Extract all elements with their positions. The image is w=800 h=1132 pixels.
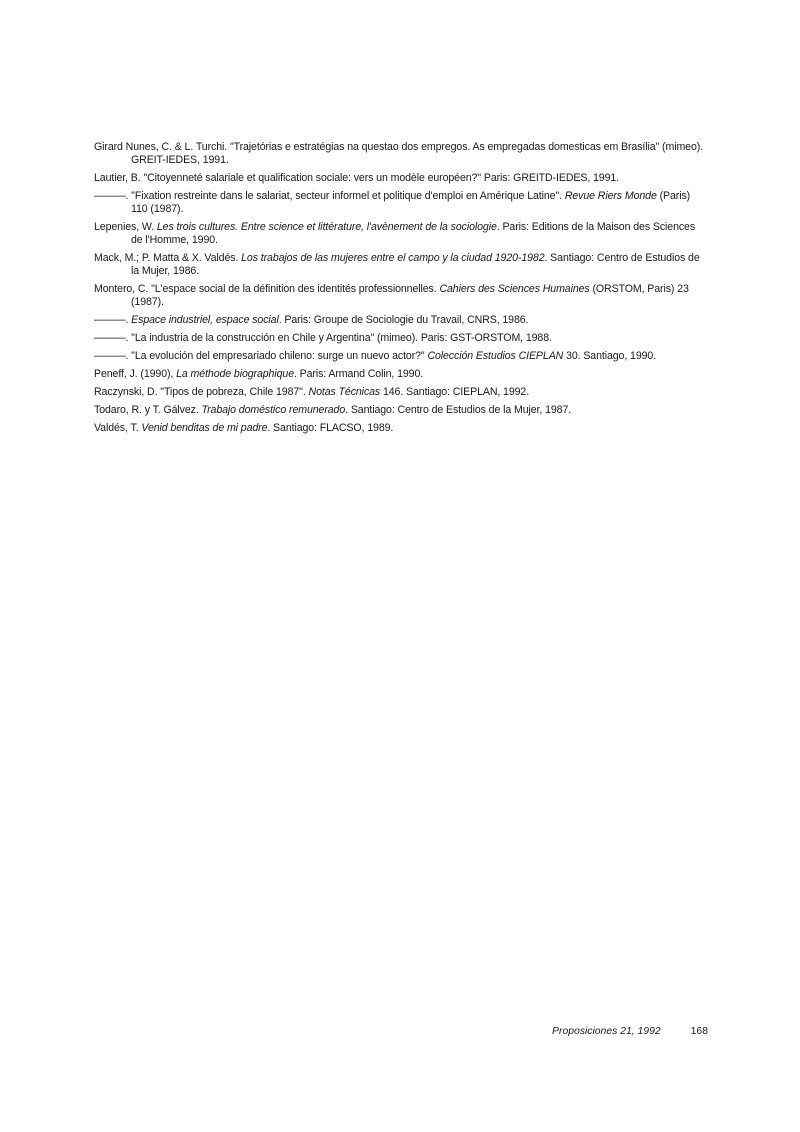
reference-text: Lautier, B. "Citoyenneté salariale et qualification sociale: vers un modèle européen?" Paris: GREITD-IEDES, 1991. — [94, 172, 620, 184]
reference-text: ———. "La evolución del empresariado chileno: surge un nuevo actor?" — [94, 350, 428, 362]
reference-title-italic: Trabajo doméstico remunerado — [201, 404, 346, 416]
reference-entry — [94, 141, 708, 167]
footer-journal-title: Proposiciones 21, 1992 — [552, 1026, 661, 1037]
reference-text: ———. — [94, 314, 132, 326]
reference-text: Todaro, R. y T. Gálvez. — [94, 404, 202, 416]
reference-text: Valdés, T. — [94, 422, 142, 434]
reference-entry — [94, 386, 708, 399]
reference-title-italic: Notas Técnicas — [308, 386, 381, 398]
reference-title-italic: Revue Riers Monde — [564, 190, 657, 202]
reference-entry — [94, 190, 708, 216]
reference-title-italic: Les trois cultures. Entre science et littérature, l'avènement de la sociologie — [156, 221, 497, 233]
reference-entry — [94, 350, 708, 363]
page-footer — [552, 1025, 708, 1038]
reference-text: (ORSTOM, Paris) 23 (1987). — [131, 283, 689, 308]
reference-text: . Santiago: Centro de Estudios de la Mujer, 1986. — [131, 252, 700, 277]
reference-text: Peneff, J. (1990), — [94, 368, 177, 380]
reference-text: Girard Nunes, C. & L. Turchi. "Trajetórias e estratégias na questao dos empregos. As empregadas domesticas em Brasília" (mimeo). GREIT-IEDES, 1991. — [94, 141, 704, 166]
reference-text: . Santiago: FLACSO, 1989. — [267, 422, 394, 434]
reference-text: . Paris: Armand Colin, 1990. — [293, 368, 424, 380]
reference-text: 146. Santiago: CIEPLAN, 1992. — [380, 386, 530, 398]
reference-entry — [94, 314, 708, 327]
reference-entry — [94, 252, 708, 278]
reference-list — [94, 141, 708, 440]
reference-text: Lepenies, W. — [94, 221, 157, 233]
reference-title-italic: Venid benditas de mi padre — [141, 422, 268, 434]
reference-title-italic: Colección Estudios CIEPLAN — [427, 350, 564, 362]
reference-entry — [94, 422, 708, 435]
reference-title-italic: Cahiers des Sciences Humaines — [439, 283, 590, 295]
reference-text: . Paris: Editions de la Maison des Sciences de l'Homme, 1990. — [131, 221, 696, 246]
reference-title-italic: Espace industriel, espace social — [131, 314, 279, 326]
reference-text: (Paris) 110 (1987). — [131, 190, 691, 215]
reference-title-italic: Los trabajos de las mujeres entre el campo y la ciudad 1920-1982 — [241, 252, 545, 264]
reference-text: . Paris: Groupe de Sociologie du Travail, CNRS, 1986. — [278, 314, 529, 326]
reference-text: 30. Santiago, 1990. — [563, 350, 657, 362]
reference-text: . Santiago: Centro de Estudios de la Mujer, 1987. — [345, 404, 572, 416]
reference-entry — [94, 221, 708, 247]
reference-text: Mack, M.; P. Matta & X. Valdés. — [94, 252, 242, 264]
reference-text: ———. "Fixation restreinte dans le salariat, secteur informel et politique d'emploi en Amérique Latine". — [94, 190, 565, 202]
reference-entry — [94, 368, 708, 381]
reference-entry — [94, 404, 708, 417]
reference-text: ———. "La industria de la construcción en Chile y Argentina" (mimeo). Paris: GST-ORSTOM, 1988. — [94, 332, 552, 344]
page-number: 168 — [690, 1026, 708, 1037]
reference-title-italic: La méthode biographique — [176, 368, 294, 380]
reference-entry — [94, 283, 708, 309]
reference-text: Raczynski, D. "Tipos de pobreza, Chile 1987". — [94, 386, 309, 398]
reference-entry — [94, 332, 708, 345]
reference-text: Montero, C. "L'espace social de la définition des identités professionnelles. — [94, 283, 440, 295]
reference-entry — [94, 172, 708, 185]
